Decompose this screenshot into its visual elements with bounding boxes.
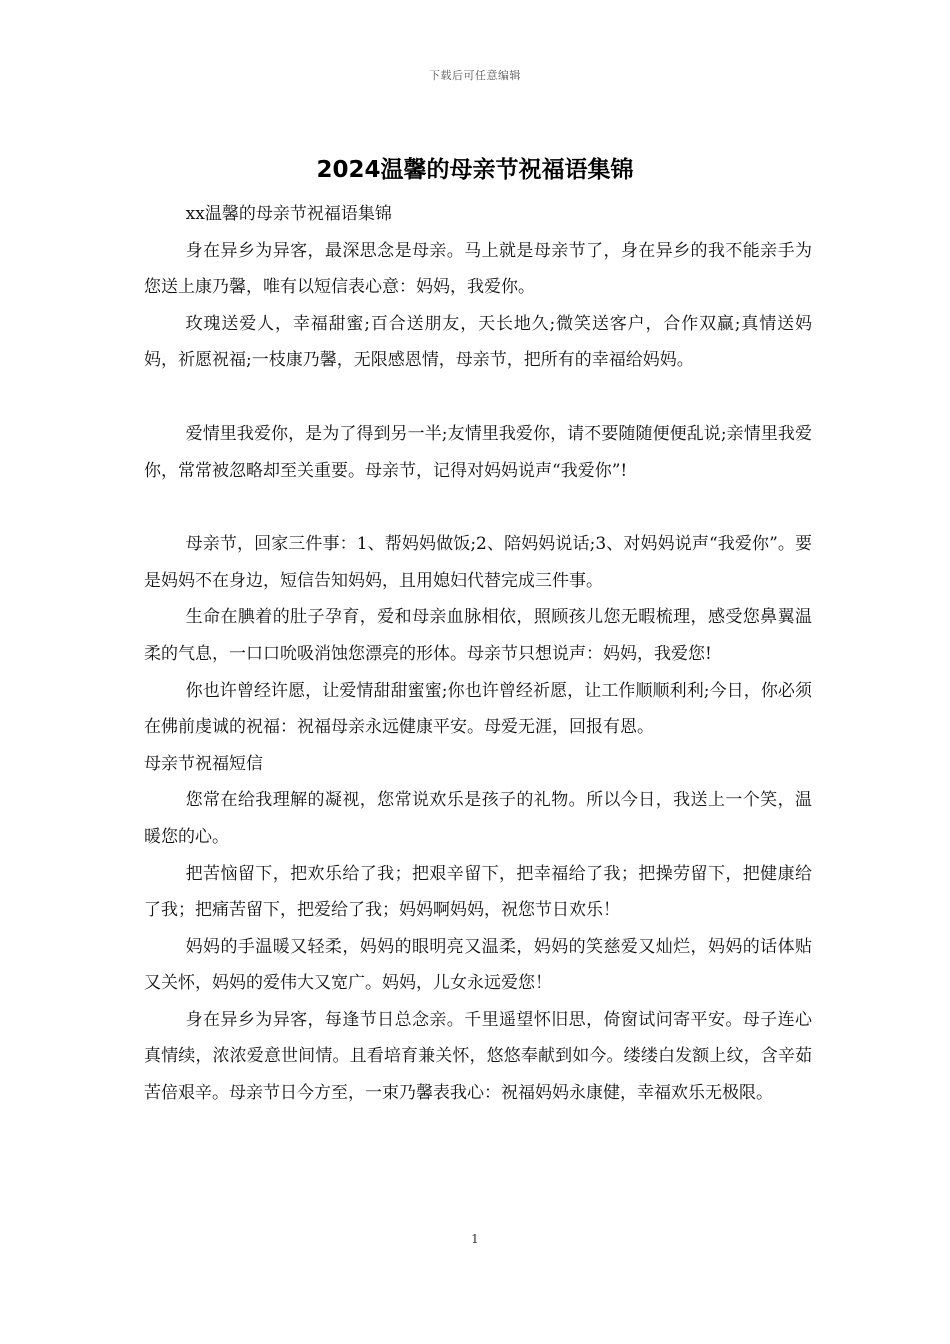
document-body (144, 196, 812, 1112)
page-number: 1 (471, 1232, 479, 1246)
body-paragraph: 爱情里我爱你，是为了得到另一半;友情里我爱你，请不要随随便便乱说;亲情里我爱你，常常被忽略却至关重要。母亲节，记得对妈妈说声“我爱你”! (144, 423, 812, 481)
paragraph-gap (144, 379, 812, 416)
subtitle-paragraph: xx温馨的母亲节祝福语集锦 (185, 204, 392, 224)
page-header: 下载后可任意编辑 (429, 69, 521, 82)
body-paragraph: 身在异乡为异客，每逢节日总念亲。千里遥望怀旧思，倚窗试问寄平安。母子连心真情续，浓浓爱意世间情。且看培育兼关怀，悠悠奉献到如今。缕缕白发额上纹，含辛茹苦倍艰辛。母亲节日今方至，一束乃馨表我心：祝福妈妈永康健，幸福欢乐无极限。 (144, 1009, 812, 1104)
section-heading: 母亲节祝福短信 (144, 753, 263, 774)
document-title: 2024温馨的母亲节祝福语集锦 (316, 157, 634, 183)
body-paragraph: 母亲节，回家三件事：1、帮妈妈做饭;2、陪妈妈说话;3、对妈妈说声“我爱你”。要是妈妈不在身边，短信告知妈妈，且用媳妇代替完成三件事。 (144, 534, 812, 591)
body-paragraph: 妈妈的手温暖又轻柔，妈妈的眼明亮又温柔，妈妈的笑慈爱又灿烂，妈妈的话体贴又关怀，妈妈的爱伟大又宽广。妈妈，儿女永远爱您！ (144, 936, 812, 994)
body-paragraph: 玫瑰送爱人，幸福甜蜜;百合送朋友，天长地久;微笑送客户，合作双赢;真情送妈妈，祈愿祝福;一枝康乃馨，无限感恩情，母亲节，把所有的幸福给妈妈。 (144, 313, 812, 371)
body-paragraph: 您常在给我理解的凝视，您常说欢乐是孩子的礼物。所以今日，我送上一个笑，温暖您的心。 (144, 790, 812, 847)
paragraph-gap (144, 489, 812, 526)
body-paragraph: 你也许曾经许愿，让爱情甜甜蜜蜜;你也许曾经祈愿，让工作顺顺利利;今日，你必须在佛前虔诚的祝福：祝福母亲永远健康平安。母爱无涯，回报有恩。 (144, 680, 812, 738)
body-paragraph: 身在异乡为异客，最深思念是母亲。马上就是母亲节了，身在异乡的我不能亲手为您送上康乃馨，唯有以短信表心意：妈妈，我爱你。 (144, 240, 812, 298)
body-paragraph: 把苦恼留下，把欢乐给了我；把艰辛留下，把幸福给了我；把操劳留下，把健康给了我；把痛苦留下，把爱给了我；妈妈啊妈妈，祝您节日欢乐！ (144, 863, 812, 921)
body-paragraph: 生命在腆着的肚子孕育，爱和母亲血脉相依，照顾孩儿您无暇梳理，感受您鼻翼温柔的气息，一口口吮吸消蚀您漂亮的形体。母亲节只想说声：妈妈，我爱您! (144, 607, 812, 664)
